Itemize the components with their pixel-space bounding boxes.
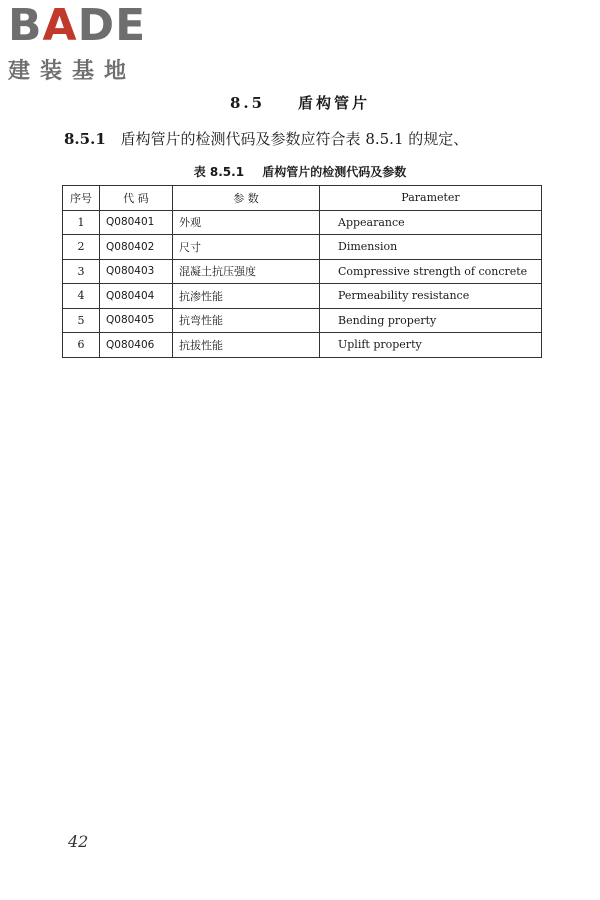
cell-no: 5 [63, 308, 100, 333]
cell-param-en: Bending property [320, 308, 542, 333]
page-number: 42 [68, 832, 89, 851]
cell-code: Q080405 [100, 308, 173, 333]
cell-no: 3 [63, 259, 100, 284]
clause-number: 8.5.1 [64, 130, 106, 148]
table-caption [0, 163, 600, 180]
cell-param-cn: 抗渗性能 [173, 284, 320, 309]
cell-no: 1 [63, 210, 100, 235]
cell-param-cn: 外观 [173, 210, 320, 235]
logo-letter: A [42, 0, 76, 51]
cell-param-cn: 抗弯性能 [173, 308, 320, 333]
clause-text: 盾构管片的检测代码及参数应符合表 8.5.1 的规定、 [120, 130, 469, 148]
table-header-row [63, 186, 542, 211]
clause-paragraph [64, 128, 468, 149]
table-row [63, 308, 542, 333]
table-row [63, 210, 542, 235]
logo-letter: E [115, 0, 145, 51]
cell-no: 4 [63, 284, 100, 309]
cell-param-en: Dimension [320, 235, 542, 260]
logo-letter: D [77, 0, 114, 51]
table-row [63, 333, 542, 358]
header-param-en: Parameter [320, 186, 542, 211]
cell-no: 6 [63, 333, 100, 358]
table-caption-number: 表 8.5.1 [193, 165, 245, 179]
parameter-table [62, 185, 542, 358]
cell-no: 2 [63, 235, 100, 260]
cell-code: Q080404 [100, 284, 173, 309]
table-row [63, 259, 542, 284]
table-row [63, 284, 542, 309]
header-no: 序号 [63, 186, 100, 211]
cell-param-en: Compressive strength of concrete [320, 259, 542, 284]
logo-subtitle: 建装基地 [8, 59, 137, 84]
logo-letter: B [8, 0, 41, 51]
cell-param-cn: 混凝土抗压强度 [173, 259, 320, 284]
logo [8, 0, 178, 85]
section-title: 盾构管片 [297, 94, 370, 112]
cell-code: Q080406 [100, 333, 173, 358]
cell-param-cn: 尺寸 [173, 235, 320, 260]
cell-code: Q080401 [100, 210, 173, 235]
cell-code: Q080402 [100, 235, 173, 260]
section-number: 8.5 [229, 94, 266, 112]
cell-param-cn: 抗拔性能 [173, 333, 320, 358]
table-caption-text: 盾构管片的检测代码及参数 [262, 165, 407, 179]
logo-wordmark [8, 0, 178, 51]
table-row [63, 235, 542, 260]
cell-param-en: Uplift property [320, 333, 542, 358]
header-code: 代 码 [100, 186, 173, 211]
cell-code: Q080403 [100, 259, 173, 284]
cell-param-en: Appearance [320, 210, 542, 235]
section-heading [0, 92, 600, 113]
header-param-cn: 参 数 [173, 186, 320, 211]
cell-param-en: Permeability resistance [320, 284, 542, 309]
